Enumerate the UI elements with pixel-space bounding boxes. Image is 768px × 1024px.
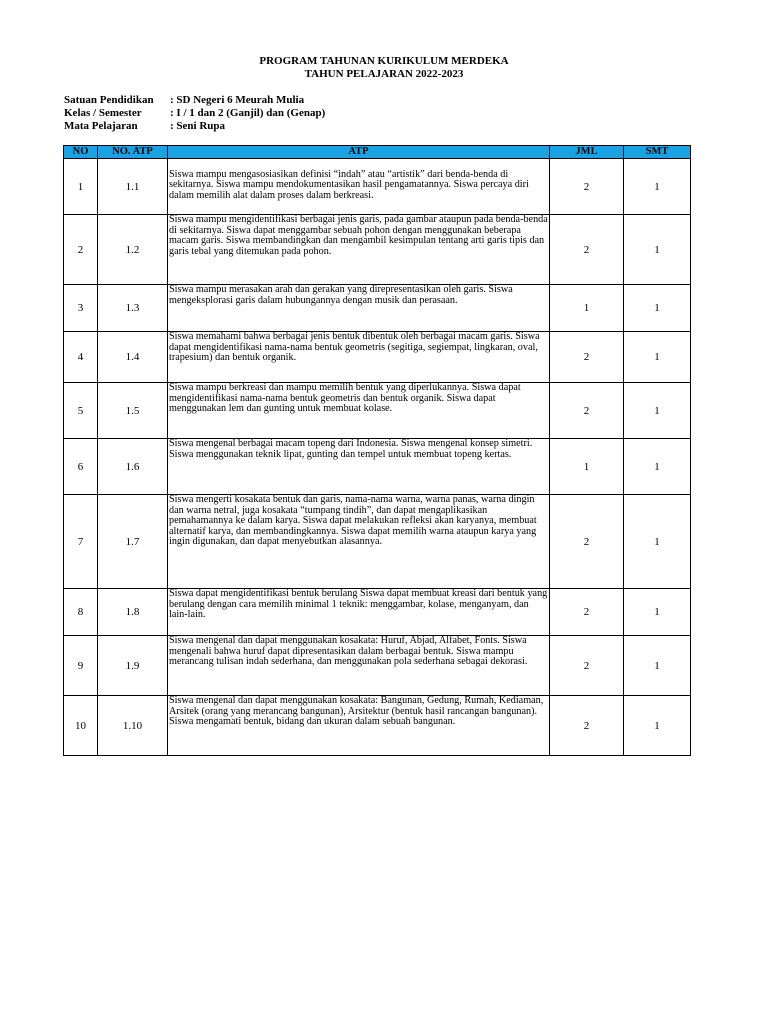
- cell-atp-number: 1.4: [98, 332, 168, 383]
- table-row: [64, 696, 691, 756]
- table-row: [64, 495, 691, 589]
- column-header-no-atp: NO. ATP: [98, 146, 168, 159]
- cell-smt: 1: [624, 589, 691, 636]
- cell-atp-number: 1.5: [98, 383, 168, 439]
- column-header-atp: ATP: [168, 146, 550, 159]
- cell-jml: 2: [550, 383, 624, 439]
- cell-atp-description: Siswa mampu berkreasi dan mampu memilih bentuk yang diperlukannya. Siswa dapat mengidentifikasi nama-nama bentuk geometris dan bentuk organik. Siswa dapat menggunakan lem dan gunting untuk membuat kolase.: [168, 383, 550, 439]
- cell-atp-description: Siswa mengenal berbagai macam topeng dari Indonesia. Siswa mengenal konsep simetri. Siswa menggunakan teknik lipat, gunting dan tempel untuk membuat topeng kertas.: [168, 439, 550, 495]
- cell-smt: 1: [624, 495, 691, 589]
- cell-no: 2: [64, 215, 98, 285]
- cell-atp-description: Siswa mampu mengasosiasikan definisi “indah” atau “artistik” dari benda-benda di sekitarnya. Siswa mampu mendokumentasikan hasil pengamatannya. Siswa percaya diri dalam memilih alat dalam proses dalam berkreasi.: [168, 159, 550, 215]
- table-header-row: [64, 146, 691, 159]
- cell-jml: 2: [550, 696, 624, 756]
- cell-atp-description: Siswa mampu merasakan arah dan gerakan yang direpresentasikan oleh garis. Siswa mengeksplorasi garis dalam hubungannya dengan musik dan perasaan.: [168, 285, 550, 332]
- meta-label: Mata Pelajaran: [64, 120, 138, 132]
- cell-smt: 1: [624, 215, 691, 285]
- cell-atp-description: Siswa mengerti kosakata bentuk dan garis, nama-nama warna, warna panas, warna dingin dan warna netral, juga kosakata “tumpang tindih”, dan dapat mengaplikasikan pemahamannya ke dalam karya. Siswa dapat melakukan refleksi akan karyanya, membuat alternatif karya, dan membandingkannya. Siswa dapat memilih warna ataupun karya yang ingin digunakan, dan dapat menyebutkan alasannya.: [168, 495, 550, 589]
- meta-value: : Seni Rupa: [170, 120, 226, 132]
- cell-smt: 1: [624, 696, 691, 756]
- table-row: [64, 215, 691, 285]
- title-line-1: PROGRAM TAHUNAN KURIKULUM MERDEKA: [259, 55, 509, 67]
- column-header-jml: JML: [550, 146, 624, 159]
- cell-jml: 2: [550, 636, 624, 696]
- title-line-2: TAHUN PELAJARAN 2022-2023: [304, 68, 464, 80]
- cell-atp-description: Siswa memahami bahwa berbagai jenis bentuk dibentuk oleh berbagai macam garis. Siswa dapat mengidentifikasi nama-nama bentuk geometris (segitiga, segiempat, lingkaran, oval, trapesium) dan bentuk organik.: [168, 332, 550, 383]
- cell-jml: 1: [550, 285, 624, 332]
- document-title: [0, 55, 768, 81]
- cell-no: 5: [64, 383, 98, 439]
- cell-atp-number: 1.1: [98, 159, 168, 215]
- cell-atp-number: 1.7: [98, 495, 168, 589]
- cell-smt: 1: [624, 285, 691, 332]
- cell-no: 3: [64, 285, 98, 332]
- cell-atp-description: Siswa mampu mengidentifikasi berbagai jenis garis, pada gambar ataupun pada benda-benda di sekitarnya. Siswa dapat menggambar sebuah pohon dengan menggunakan beberapa macam garis. Siswa membandingkan dan mengambil kesimpulan tentang arti garis tipis dan garis tebal yang ditemukan pada pohon.: [168, 215, 550, 285]
- cell-smt: 1: [624, 383, 691, 439]
- meta-label: Satuan Pendidikan: [64, 94, 154, 106]
- table-row: [64, 159, 691, 215]
- cell-atp-description: Siswa mengenal dan dapat menggunakan kosakata: Bangunan, Gedung, Rumah, Kediaman, Arsitek (orang yang merancang bangunan), Arsitektur (bentuk hasil rancangan bangunan). Siswa mengamati bentuk, bidang dan ukuran dalam sebuah bangunan.: [168, 696, 550, 756]
- cell-no: 8: [64, 589, 98, 636]
- table-row: [64, 589, 691, 636]
- meta-label: Kelas / Semester: [64, 107, 142, 119]
- meta-value: : I / 1 dan 2 (Ganjil) dan (Genap): [170, 107, 326, 119]
- cell-no: 1: [64, 159, 98, 215]
- cell-smt: 1: [624, 159, 691, 215]
- cell-smt: 1: [624, 439, 691, 495]
- cell-atp-description: Siswa mengenal dan dapat menggunakan kosakata: Huruf, Abjad, Alfabet, Fonts. Siswa mengenali bahwa huruf dapat dipresentasikan dalam berbagai bentuk. Siswa mampu merancang tulisan indah sederhana, dan menggunakan pola sederhana sebagai dekorasi.: [168, 636, 550, 696]
- cell-jml: 2: [550, 159, 624, 215]
- meta-row-class: [64, 107, 325, 120]
- atp-table: [63, 145, 691, 756]
- cell-no: 10: [64, 696, 98, 756]
- document-meta: [64, 94, 325, 133]
- cell-atp-number: 1.8: [98, 589, 168, 636]
- cell-atp-number: 1.9: [98, 636, 168, 696]
- cell-no: 7: [64, 495, 98, 589]
- cell-jml: 2: [550, 589, 624, 636]
- column-header-smt: SMT: [624, 146, 691, 159]
- cell-atp-number: 1.3: [98, 285, 168, 332]
- cell-jml: 1: [550, 439, 624, 495]
- cell-jml: 2: [550, 215, 624, 285]
- cell-no: 9: [64, 636, 98, 696]
- cell-atp-number: 1.2: [98, 215, 168, 285]
- cell-smt: 1: [624, 636, 691, 696]
- cell-no: 6: [64, 439, 98, 495]
- cell-smt: 1: [624, 332, 691, 383]
- cell-jml: 2: [550, 332, 624, 383]
- cell-atp-description: Siswa dapat mengidentifikasi bentuk berulang Siswa dapat membuat kreasi dari bentuk yang berulang dengan cara memilih minimal 1 teknik: menggambar, kolase, menganyam, dan lain-lain.: [168, 589, 550, 636]
- meta-row-school: [64, 94, 325, 107]
- table-row: [64, 636, 691, 696]
- table-row: [64, 439, 691, 495]
- table-row: [64, 285, 691, 332]
- cell-atp-number: 1.6: [98, 439, 168, 495]
- meta-row-subject: [64, 120, 325, 133]
- meta-value: : SD Negeri 6 Meurah Mulia: [170, 94, 305, 106]
- cell-no: 4: [64, 332, 98, 383]
- column-header-no: NO: [64, 146, 98, 159]
- cell-atp-number: 1.10: [98, 696, 168, 756]
- table-row: [64, 332, 691, 383]
- table-row: [64, 383, 691, 439]
- cell-jml: 2: [550, 495, 624, 589]
